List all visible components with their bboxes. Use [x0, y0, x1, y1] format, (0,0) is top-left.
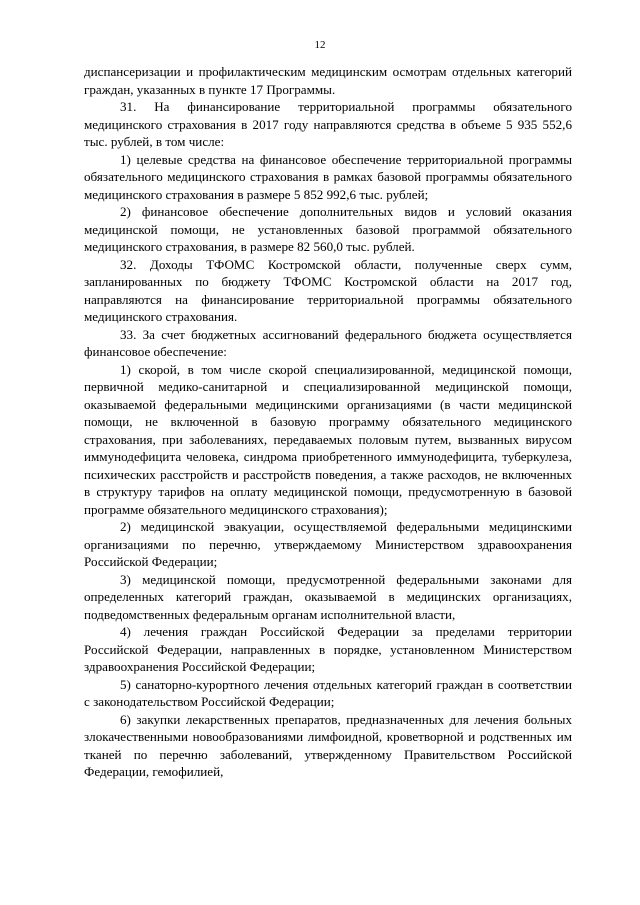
paragraph-33: 33. За счет бюджетных ассигнований федерального бюджета осуществляется финансовое обеспечение:: [84, 326, 572, 359]
paragraph-32: 32. Доходы ТФОМС Костромской области, полученные сверх сумм, запланированных по бюджету ТФОМС Костромской области на 2017 год, направляются на финансирование территориальной программы обязательного медицинского страхования.: [84, 256, 572, 324]
list-item-31-2: 2) финансовое обеспечение дополнительных видов и условий оказания медицинской помощи, не установленных базовой программой обязательного медицинского страхования, в размере 82 560,0 тыс. рублей.: [84, 204, 572, 254]
list-item-31-1: 1) целевые средства на финансовое обеспечение территориальной программы обязательного медицинского страхования в рамках базовой программы обязательного медицинского страхования в размере 5 852 992,6 тыс. рублей;: [84, 151, 572, 202]
list-item-33-5: 5) санаторно-курортного лечения отдельных категорий граждан в соответствии с законодательством Российской Федерации;: [84, 676, 572, 709]
page-number: 12: [314, 39, 326, 51]
list-item-33-4: 4) лечения граждан Российской Федерации за пределами территории Российской Федерации, направленных в порядке, установленном Министерством здравоохранения Российской Федерации;: [84, 624, 572, 674]
body-text: [84, 63, 572, 781]
list-item-33-1: 1) скорой, в том числе скорой специализированной, медицинской помощи, первичной медико-санитарной и специализированной медицинской помощи, оказываемой федеральными медицинскими организациями (в части медицинской помощи, не включенной в базовую программу обязательного медицинского страхования, при заболеваниях, передаваемых половым путем, вызванных вирусом иммунодефицита человека, синдрома приобретенного иммунодефицита, туберкулеза, психических расстройств и расстройств поведения, а также расходов, не включенных в структуру тарифов на оплату медицинской помощи, предусмотренную в базовой программе обязательного медицинского страхования);: [84, 361, 572, 517]
paragraph-31: 31. На финансирование территориальной программы обязательного медицинского страхования в 2017 году направляются средства в объеме 5 935 552,6 тыс. рублей, в том числе:: [84, 99, 572, 149]
list-item-33-2: 2) медицинской эвакуации, осуществляемой федеральными медицинскими организациями по перечню, утверждаемому Министерством здравоохранения Российской Федерации;: [84, 519, 572, 569]
list-item-33-3: 3) медицинской помощи, предусмотренной федеральными законами для определенных категорий граждан, оказываемой в медицинских организациях, подведомственных федеральным органам исполнительной власти,: [84, 571, 572, 622]
paragraph-continuation: диспансеризации и профилактическим медицинским осмотрам отдельных категорий граждан, указанных в пункте 17 Программы.: [84, 64, 572, 97]
list-item-33-6: 6) закупки лекарственных препаратов, предназначенных для лечения больных злокачественными новообразованиями лимфоидной, кроветворной и родственных им тканей по перечню заболеваний, утвержденному Правительством Российской Федерации, гемофилией,: [84, 711, 572, 779]
